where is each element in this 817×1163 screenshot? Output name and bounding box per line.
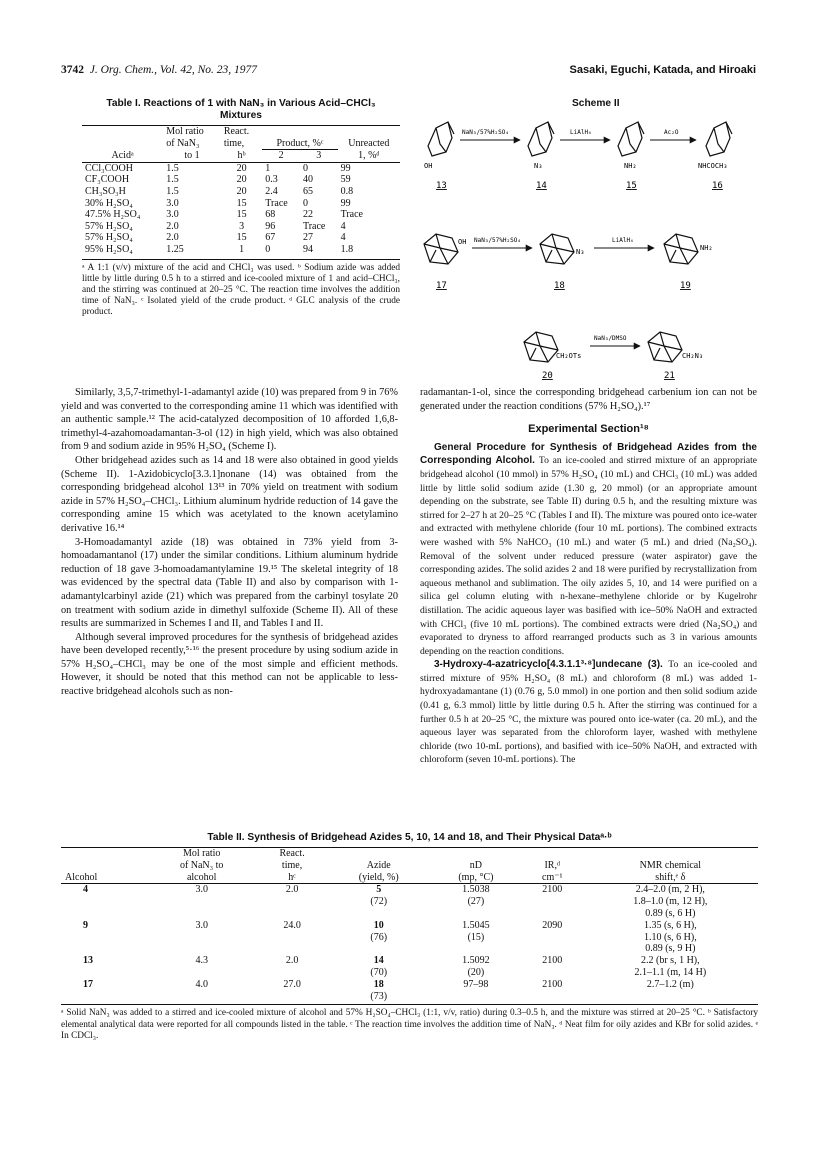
table2-grid: Mol ratio React. of NaN₃ to time, Azide nD IR,ᵈ NMR chemical Alcohol alcohol hᶜ (yield, %) (mp, °C) cm⁻¹ shift,ᵉ δ 4 3.0 2.0 5 (72) 1.5038 (27) 2100 2.4–2.0 (m, 2 H), 1.8–1.0 (m, 12 H), 0.89 (s, 6 H) 9 3.0 24.0 10 (76) 1.5045 (15) 2090 1.35 (s, 6 H), 1.10 (s, 6 H), 0.89 (s, 9 H) 13 4.3 2.0 14 (70) 1.5092 (20) 2100 2.2 (br s, 1 H), 2.1–1.1 (m, 14 H) 17 4.0 27.0 18 (73) 97–98 2100 2.7–1.2 (m) <box>61 847 758 1002</box>
table2-cell-nd <box>430 955 522 979</box>
table1-cell-unr: 99 <box>340 197 351 209</box>
table1-cell-unr: 99 <box>340 162 351 174</box>
table2-cell-nmr <box>583 955 758 979</box>
table1-cell-p2: Trace <box>265 197 288 209</box>
table1-cell-unr: 4 <box>340 220 346 232</box>
table1 <box>82 98 400 319</box>
table1-cell-acid: CCl₃COOH <box>85 162 133 174</box>
table1-cell-p3: 27 <box>302 232 313 244</box>
table-row <box>82 186 400 198</box>
table1-cell-p2: 0 <box>265 243 271 255</box>
table1-grid: Mol ratio React. of NaN₃ time, Product, %ᶜ Unreacted Acidᵃ to 1 hᵇ 2 3 1, %ᵈ CCl₃COOH 1.5 20 1 0 99 CF₃COOH 1.5 20 0.3 40 59 CH₃SO₃H 1.5 20 2.4 65 0.8 30% H₂SO₄ 3.0 15 Trace 0 99 47.5% H₂SO₄ 3.0 15 68 22 Trace 57% H₂SO₄ 2.0 3 96 Trace 4 57% H₂SO₄ 2.0 15 67 27 4 95% H₂SO₄ 1.25 1 0 94 1.8 <box>82 125 400 256</box>
scheme2-figure <box>418 110 763 380</box>
table1-cell-p3: 22 <box>302 209 313 221</box>
table1-cell-time: 1 <box>239 243 245 255</box>
nmr-line: 2.1–1.1 (m, 14 H) <box>634 966 707 978</box>
svg-text:N₃: N₃ <box>534 162 543 170</box>
azide-number: 14 <box>373 955 384 967</box>
right-column: radamantan-1-ol, since the corresponding bridgehead carbenium ion can not be generated under the reaction conditions (57% H₂SO₄).¹⁷ Experimental Section¹⁸ General Procedure for Synthesis of Bridgehead Azides from the Corresponding Alcohol. To an ice-cooled and stirred mixture of an appropriate bridgehead alcohol (10 mmol) in 57% H₂SO₄ (10 mL) and CHCl₃ (10 mL) was added little by little solid sodium azide (1.30 g, 20 mmol) (or an appropriate amount depending on the substrate, see Table II) during 0.5 h, and the resulting mixture was stirred for 2–27 h at 20–25 °C (Tables I and II). The mixture was poured onto ice-water and extracted with methylene chloride (four 10 mL portions). The combined extracts were washed with 5% NaHCO₃ (10 mL) and water (5 mL) and dried (Na₂SO₄). Removal of the solvent under reduced pressure (water aspirator) gave the corresponding azides. The solid azides 2 and 18 were purified by recrystallization from aqueous methanol and sublimation. The oily azides 5, 10, and 14 were purified on a silica gel column eluting with n-hexane–methylene chloride or by Kugelrohr distillation. The acidic aqueous layer was basified with ice–50% NaOH and extracted with CHCl₃ (five 10 mL portions). The combined extracts were dried (Na₂SO₄) and evaporated to dryness to afford rearranged products such as 3 in various amounts depending on the reaction conditions. 3-Hydroxy-4-azatricyclo[4.3.1.1³·⁸]undecane (3). To an ice-cooled and stirred mixture of 95% H₂SO₄ (8 mL) and chloroform (8 mL) was added 1-hydroxyadamantane (1) (0.76 g, 5.0 mmol) in one portion and then solid sodium azide (0.41 g, 6.3 mmol) little by little during 0.5 h. After the stirring was continued for a further 0.5 h at 20–25 °C, the mixture was poured onto ice-water (ca. 20 mL), and the aqueous layer was separated from the chloroform layer, washed with methylene chloride (two 10-mL portions), and basified with ice–50% NaOH, and extracted with chloroform (seven 10-mL portions). The <box>420 387 758 766</box>
table1-cell-unr: 0.8 <box>340 185 354 197</box>
nmr-line: 2.2 (br s, 1 H), <box>641 955 700 967</box>
table2-cell-azide <box>328 920 430 955</box>
svg-text:OH: OH <box>424 162 433 170</box>
table1-cell-time: 15 <box>236 209 247 221</box>
svg-text:NaN₃/57%H₂SO₄: NaN₃/57%H₂SO₄ <box>474 237 521 244</box>
scheme-row2 <box>424 234 713 291</box>
table1-cell-p2: 96 <box>265 220 276 232</box>
table1-cell-mol: 3.0 <box>166 197 179 209</box>
svg-text:20: 20 <box>542 371 553 380</box>
refractive-index: 1.5092 <box>462 955 490 967</box>
table1-cell-time: 20 <box>236 185 247 197</box>
svg-text:NaN₃/57%H₂SO₄: NaN₃/57%H₂SO₄ <box>462 129 509 136</box>
refractive-index: 1.5038 <box>462 884 490 896</box>
nmr-line: 2.4–2.0 (m, 2 H), <box>635 884 705 896</box>
svg-text:18: 18 <box>554 281 565 291</box>
azide-yield: (73) <box>370 990 388 1002</box>
table2-cell-nd <box>430 884 522 920</box>
svg-text:OH: OH <box>458 238 467 246</box>
journal-citation: J. Org. Chem., Vol. 42, No. 23, 1977 <box>89 64 258 76</box>
table-row <box>82 221 400 233</box>
table1-caption: Table I. Reactions of 1 with NaN₃ in Various Acid–CHCl₃ Mixtures <box>106 98 376 121</box>
table1-cell-mol: 1.5 <box>166 174 179 186</box>
table1-cell-time: 20 <box>236 174 247 186</box>
table1-cell-p2: 2.4 <box>265 185 278 197</box>
table2-cell-nmr <box>583 884 758 920</box>
table1-cell-time: 15 <box>236 232 247 244</box>
page-header-authors: Sasaki, Eguchi, Katada, and Hiroaki <box>569 64 756 76</box>
table-row <box>61 955 758 979</box>
svg-text:N₃: N₃ <box>576 248 585 256</box>
table-row <box>82 198 400 210</box>
table2-cell-nmr <box>583 979 758 1003</box>
azide-yield: (76) <box>370 931 388 943</box>
table1-cell-mol: 1.25 <box>166 243 184 255</box>
left-column: Similarly, 3,5,7-trimethyl-1-adamantyl azide (10) was prepared from 9 in 76% yield and was converted to the corresponding amine 11 which was identified with an authentic sample.¹² The acid-catalyzed decomposition of 10 afforded 1,6,8-trimethyl-4-azahomoadamantan-3-ol (12) in high yield, which was also obtained from 9 and sodium azide in 95% H₂SO₄ (Scheme I). Other bridgehead azides such as 14 and 18 were also obtained in good yields (Scheme II). 1-Azidobicyclo[3.3.1]nonane (14) was obtained from the corresponding bridgehead alcohol 13¹³ in 70% yield on treatment with sodium azide in 57% H₂SO₄–CHCl₃. Lithium aluminum hydride reduction of 14 gave the corresponding amine 15 which was acetylated to the known acetylamino derivative 16.¹⁴ 3-Homoadamantyl azide (18) was obtained in 73% yield from 3-homoadamantanol (17) under the similar conditions. Lithium aluminum hydride reduction of 18 gave 3-homoadamantylamine 19.¹⁵ The skeletal integrity of 18 was evidenced by the spectral data (Table II) and also by comparison with 1-adamantylcarbinyl azide (21) which was prepared from the carbinyl tosylate 20 on treatment with sodium azide in dimethyl sulfoxide (Scheme II). All of these results are summarized in Schemes I and II, and Tables I and II. Although several improved procedures for the synthesis of bridgehead azides have been developed recently,⁵·¹⁶ the present procedure by using sodium azide in 57% H₂SO₄–CHCl₃ may be one of the most simple and efficient methods. However, it should be noted that this method can not be applicable to less-reactive bridgehead alcohols such as non- <box>61 387 399 698</box>
table1-cell-p3: 94 <box>302 243 313 255</box>
table1-cell-acid: 95% H₂SO₄ <box>85 243 133 255</box>
table1-cell-unr: Trace <box>340 209 363 221</box>
nmr-line: 1.10 (s, 6 H), <box>643 931 697 943</box>
table1-cell-p3: Trace <box>302 220 326 232</box>
page-header-left <box>61 64 257 76</box>
refractive-index: 1.5045 <box>462 919 490 931</box>
azide-number: 10 <box>373 919 384 931</box>
table1-cell-mol: 2.0 <box>166 220 179 232</box>
svg-text:19: 19 <box>680 281 691 291</box>
table2-cell-azide <box>328 955 430 979</box>
azide-yield: (72) <box>370 896 388 908</box>
table1-cell-unr: 59 <box>340 174 351 186</box>
table-row <box>61 884 758 920</box>
table2-cell-alcohol: 13 <box>83 955 93 967</box>
table-row <box>82 209 400 221</box>
nmr-line: 1.35 (s, 6 H), <box>643 919 697 931</box>
table-row <box>82 244 400 256</box>
svg-text:16: 16 <box>712 181 723 191</box>
nmr-line: 0.89 (s, 6 H) <box>645 907 696 919</box>
svg-text:NH₂: NH₂ <box>624 162 637 170</box>
table1-cell-time: 15 <box>236 197 247 209</box>
table2-cell-alcohol: 4 <box>83 884 88 896</box>
scheme-row3 <box>524 332 703 380</box>
nmr-line: 1.8–1.0 (m, 12 H), <box>633 896 708 908</box>
svg-text:NaN₃/DMSO: NaN₃/DMSO <box>594 335 627 342</box>
table1-cell-p3: 65 <box>302 185 313 197</box>
table1-cell-p3: 40 <box>302 174 313 186</box>
svg-text:NHCOCH₃: NHCOCH₃ <box>698 162 728 170</box>
table-row <box>82 232 400 244</box>
table2-cell-alcohol: 17 <box>83 978 93 990</box>
scheme-title: Scheme II <box>572 98 620 109</box>
table2-cell-mol: 3.0 <box>195 919 208 931</box>
svg-text:13: 13 <box>436 181 447 191</box>
table1-cell-acid: CH₃SO₃H <box>85 185 126 197</box>
melting-point: (15) <box>467 931 485 943</box>
table2-cell-ir: 2100 <box>542 955 563 967</box>
table2-cell-mol: 3.0 <box>195 884 208 896</box>
table2-cell-nmr <box>583 920 758 955</box>
table1-cell-acid: 57% H₂SO₄ <box>85 232 133 244</box>
table1-cell-time: 3 <box>239 220 245 232</box>
table2-footnote: ᵃ Solid NaN₃ was added to a stirred and ice-cooled mixture of alcohol and 57% H₂SO₄–CHCl₃ (1:1, v/v, ratio) during 0.3–0.5 h, and the mixture was stirred at 20–25 °C. ᵇ Satisfactory elemental analytical data were reported for all compounds listed in the table. ᶜ The reaction time involves the addition time of NaN₃. ᵈ Neat film for oily azides and KBr for solid azides. ᵉ In CDCl₃. <box>61 1008 758 1041</box>
table2-caption: Table II. Synthesis of Bridgehead Azides 5, 10, 14 and 18, and Their Physical Dataᵃ·ᵇ <box>207 832 612 843</box>
table2-cell-azide <box>328 884 430 920</box>
table2-cell-azide <box>328 979 430 1003</box>
table1-cell-p2: 68 <box>265 209 276 221</box>
table1-cell-acid: 47.5% H₂SO₄ <box>85 209 141 221</box>
table2-cell-time: 24.0 <box>283 919 301 931</box>
melting-point: (20) <box>467 966 485 978</box>
melting-point: (27) <box>467 896 485 908</box>
table1-cell-acid: CF₃COOH <box>85 174 130 186</box>
svg-text:15: 15 <box>626 181 637 191</box>
table2-cell-nd <box>430 920 522 955</box>
azide-number: 18 <box>373 978 384 990</box>
table2-cell-nd <box>430 979 522 1003</box>
table1-footnote: ᵃ A 1:1 (v/v) mixture of the acid and CHCl₃ was used. ᵇ Sodium azide was added little by little during 0.5 h to a stirred and ice-cooled mixture of 1 and acid–CHCl₃, and the stirring was continued at 20–25 °C. The reaction time involves the addition time of NaN₃. ᶜ Isolated yield of the crude product. ᵈ GLC analysis of the crude product. <box>82 262 400 318</box>
table2-cell-alcohol: 9 <box>83 919 88 931</box>
table1-cell-mol: 1.5 <box>166 185 179 197</box>
table1-cell-time: 20 <box>236 162 247 174</box>
table2-cell-mol: 4.3 <box>195 955 208 967</box>
azide-number: 5 <box>376 884 382 896</box>
table1-cell-unr: 4 <box>340 232 346 244</box>
table1-cell-mol: 3.0 <box>166 209 179 221</box>
table-row <box>61 920 758 955</box>
svg-text:NH₂: NH₂ <box>700 244 713 252</box>
table2-cell-ir: 2100 <box>542 978 563 990</box>
table-row <box>61 979 758 1003</box>
azide-yield: (70) <box>370 966 388 978</box>
table1-cell-unr: 1.8 <box>340 243 354 255</box>
scheme-row1 <box>424 122 732 191</box>
page-number: 3742 <box>61 64 84 76</box>
table2-cell-time: 27.0 <box>283 978 301 990</box>
table-row <box>82 162 400 174</box>
svg-text:17: 17 <box>436 281 447 291</box>
exp-paragraph-1: General Procedure for Synthesis of Bridgehead Azides from the Corresponding Alcohol. To an ice-cooled and stirred mixture of an appropriate bridgehead alcohol (10 mmol) in 57% H₂SO₄ (10 mL) and CHCl₃ (10 mL) was added little by little solid sodium azide (1.30 g, 20 mmol) (or an appropriate amount depending on the substrate, see Table II) during 0.5 h, and the resulting mixture was stirred for 2–27 h at 20–25 °C (Tables I and II). The mixture was poured onto ice-water and extracted with methylene chloride (four 10 mL portions). The combined extracts were washed with 5% NaHCO₃ (10 mL) and water (5 mL) and dried (Na₂SO₄). Removal of the solvent under reduced pressure (water aspirator) gave the corresponding azides. The solid azides 2 and 18 were purified by recrystallization from aqueous methanol and sublimation. The oily azides 5, 10, and 14 were purified on a silica gel column eluting with n-hexane–methylene chloride or by Kugelrohr distillation. The acidic aqueous layer was basified with ice–50% NaOH and extracted with CHCl₃ (five 10 mL portions). The combined extracts were dried (Na₂SO₄) and evaporated to dryness to afford rearranged products such as 3 in various amounts depending on the reaction conditions. <box>420 441 758 657</box>
svg-text:Ac₂O: Ac₂O <box>664 129 679 136</box>
table1-cell-p3: 0 <box>302 162 308 174</box>
table2-cell-ir: 2100 <box>542 884 563 896</box>
svg-text:14: 14 <box>536 181 547 191</box>
table1-cell-mol: 1.5 <box>166 162 179 174</box>
refractive-index: 97–98 <box>463 978 489 990</box>
nmr-line: 0.89 (s, 9 H) <box>645 943 696 955</box>
experimental-heading: Experimental Section¹⁸ <box>528 423 649 436</box>
table1-cell-acid: 57% H₂SO₄ <box>85 220 133 232</box>
nmr-line: 2.7–1.2 (m) <box>646 978 694 990</box>
svg-text:CH₂OTs: CH₂OTs <box>556 352 582 360</box>
table-row <box>82 174 400 186</box>
table2-cell-mol: 4.0 <box>195 978 208 990</box>
exp-paragraph-2: 3-Hydroxy-4-azatricyclo[4.3.1.1³·⁸]undecane (3). To an ice-cooled and stirred mixture of 95% H₂SO₄ (8 mL) and chloroform (8 mL) was added 1-hydroxyadamantane (1) (0.76 g, 5.0 mmol) in one portion and then solid sodium azide (0.41 g, 6.3 mmol) little by little during 0.5 h. After the stirring was continued for a further 0.5 h at 20–25 °C, the mixture was poured onto ice-water (ca. 20 mL), and the aqueous layer was separated from the chloroform layer, washed with methylene chloride (two 10-mL portions), and basified with ice–50% NaOH, and extracted with chloroform (seven 10-mL portions). The <box>420 659 757 766</box>
svg-text:LiAlH₄: LiAlH₄ <box>570 129 592 136</box>
table1-cell-acid: 30% H₂SO₄ <box>85 197 133 209</box>
table1-cell-p2: 67 <box>265 232 276 244</box>
table1-cell-p2: 0.3 <box>265 174 278 186</box>
svg-text:LiAlH₄: LiAlH₄ <box>612 237 634 244</box>
svg-text:CH₂N₃: CH₂N₃ <box>682 352 704 360</box>
table1-cell-p3: 0 <box>302 197 308 209</box>
svg-text:21: 21 <box>664 371 675 380</box>
table1-cell-p2: 1 <box>265 162 271 174</box>
table1-cell-mol: 2.0 <box>166 232 179 244</box>
table2 <box>61 832 758 1042</box>
table2-cell-time: 2.0 <box>285 884 299 896</box>
table2-cell-ir: 2090 <box>542 919 563 931</box>
table2-cell-time: 2.0 <box>285 955 299 967</box>
